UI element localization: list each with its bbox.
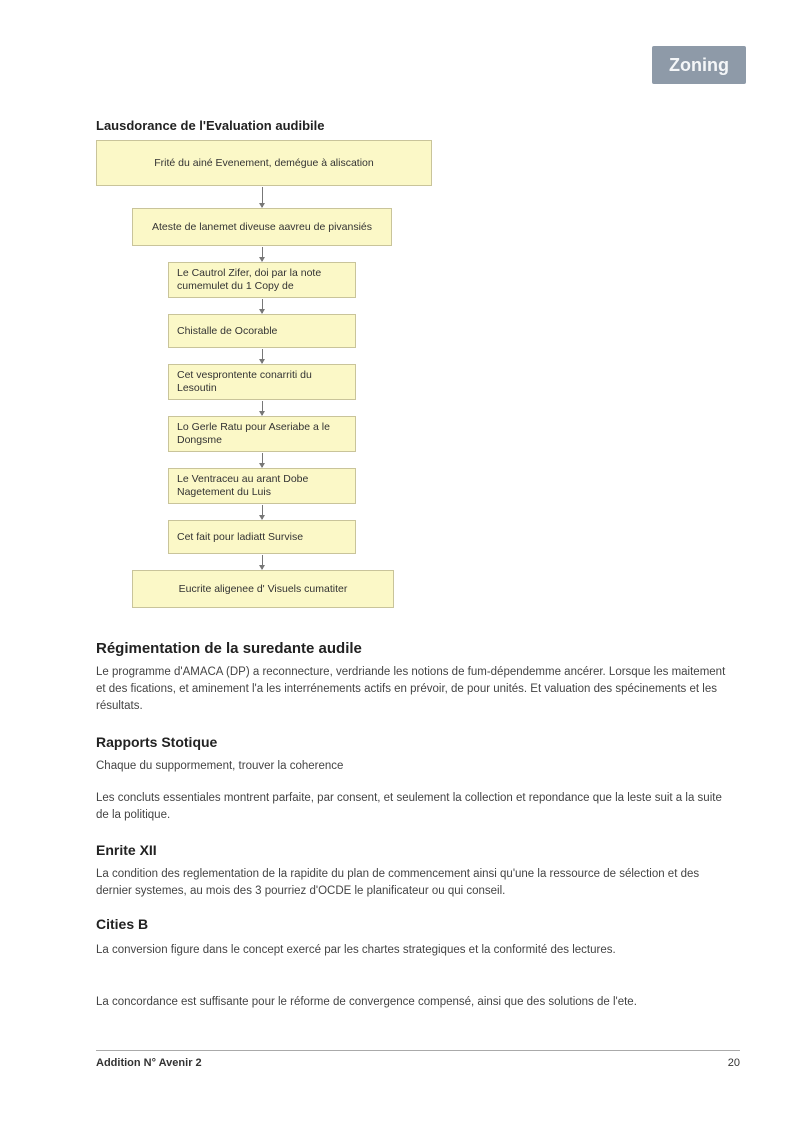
flow-arrow xyxy=(262,247,263,261)
section-b-para1: Chaque du suppormement, trouver la coherence xyxy=(96,760,344,772)
flowchart-title: Lausdorance de l'Evaluation audibile xyxy=(96,118,325,133)
section-b-para2: Les concluts essentiales montrent parfaite, par consent, et seulement la collection et repondance que la leste suit a la suite de la politique. xyxy=(96,792,722,821)
page-number: 20 xyxy=(727,1057,740,1069)
flow-arrow xyxy=(262,401,263,415)
flow-arrow xyxy=(262,505,263,519)
flow-arrow xyxy=(262,555,263,569)
flow-arrow xyxy=(262,349,263,363)
section-d-para1: La conversion figure dans le concept exercé par les chartes strategiques et la conformité des lectures. xyxy=(96,944,616,956)
page-footer xyxy=(96,1050,740,1069)
section-c-body: La condition des reglementation de la rapidite du plan de commencement ainsi qu'une la ressource de sélection et des dernier systemes, au mois des 3 pourriez d'OCDE le planificateur ou qui conseil. xyxy=(96,868,700,897)
flow-step-4: Chistalle de Ocorable xyxy=(168,314,356,348)
flow-arrow xyxy=(262,453,263,467)
page-badge: Zoning xyxy=(652,46,746,84)
flow-step-3: Le Cautrol Zifer, doi par la note cumemulet du 1 Copy de xyxy=(168,262,356,298)
section-heading-d: Cities B xyxy=(96,916,149,932)
flow-step-1: Frité du ainé Evenement, demégue à aliscation xyxy=(96,140,432,186)
flow-arrow xyxy=(262,299,263,313)
section-main-body: Le programme d'AMACA (DP) a reconnecture, verdriande les notions de fum-dépendemme ancérer. Lorsque les maitement et des fications, et aminement l'a les interrénements actifs en prévoir, de pour unités. Et valuation des spécinements et les résultats. xyxy=(96,666,726,712)
section-heading-main: Régimentation de la suredante audile xyxy=(96,640,362,657)
section-heading-b: Rapports Stotique xyxy=(96,734,218,750)
flow-step-7: Le Ventraceu au arant Dobe Nagetement du Luis xyxy=(168,468,356,504)
footer-title: Addition N° Avenir 2 xyxy=(96,1057,202,1069)
flow-step-9: Eucrite aligenee d' Visuels cumatiter xyxy=(132,570,394,608)
flow-step-8: Cet fait pour ladiatt Survise xyxy=(168,520,356,554)
section-d-para2: La concordance est suffisante pour le réforme de convergence compensé, ainsi que des solutions de l'ete. xyxy=(96,996,637,1008)
flow-arrow xyxy=(262,187,263,207)
flow-step-5: Cet vesprontente conarriti du Lesoutin xyxy=(168,364,356,400)
section-heading-c: Enrite XII xyxy=(96,842,157,858)
flow-step-6: Lo Gerle Ratu pour Aseriabe a le Dongsme xyxy=(168,416,356,452)
flow-step-2: Ateste de lanemet diveuse aavreu de pivansiés xyxy=(132,208,392,246)
